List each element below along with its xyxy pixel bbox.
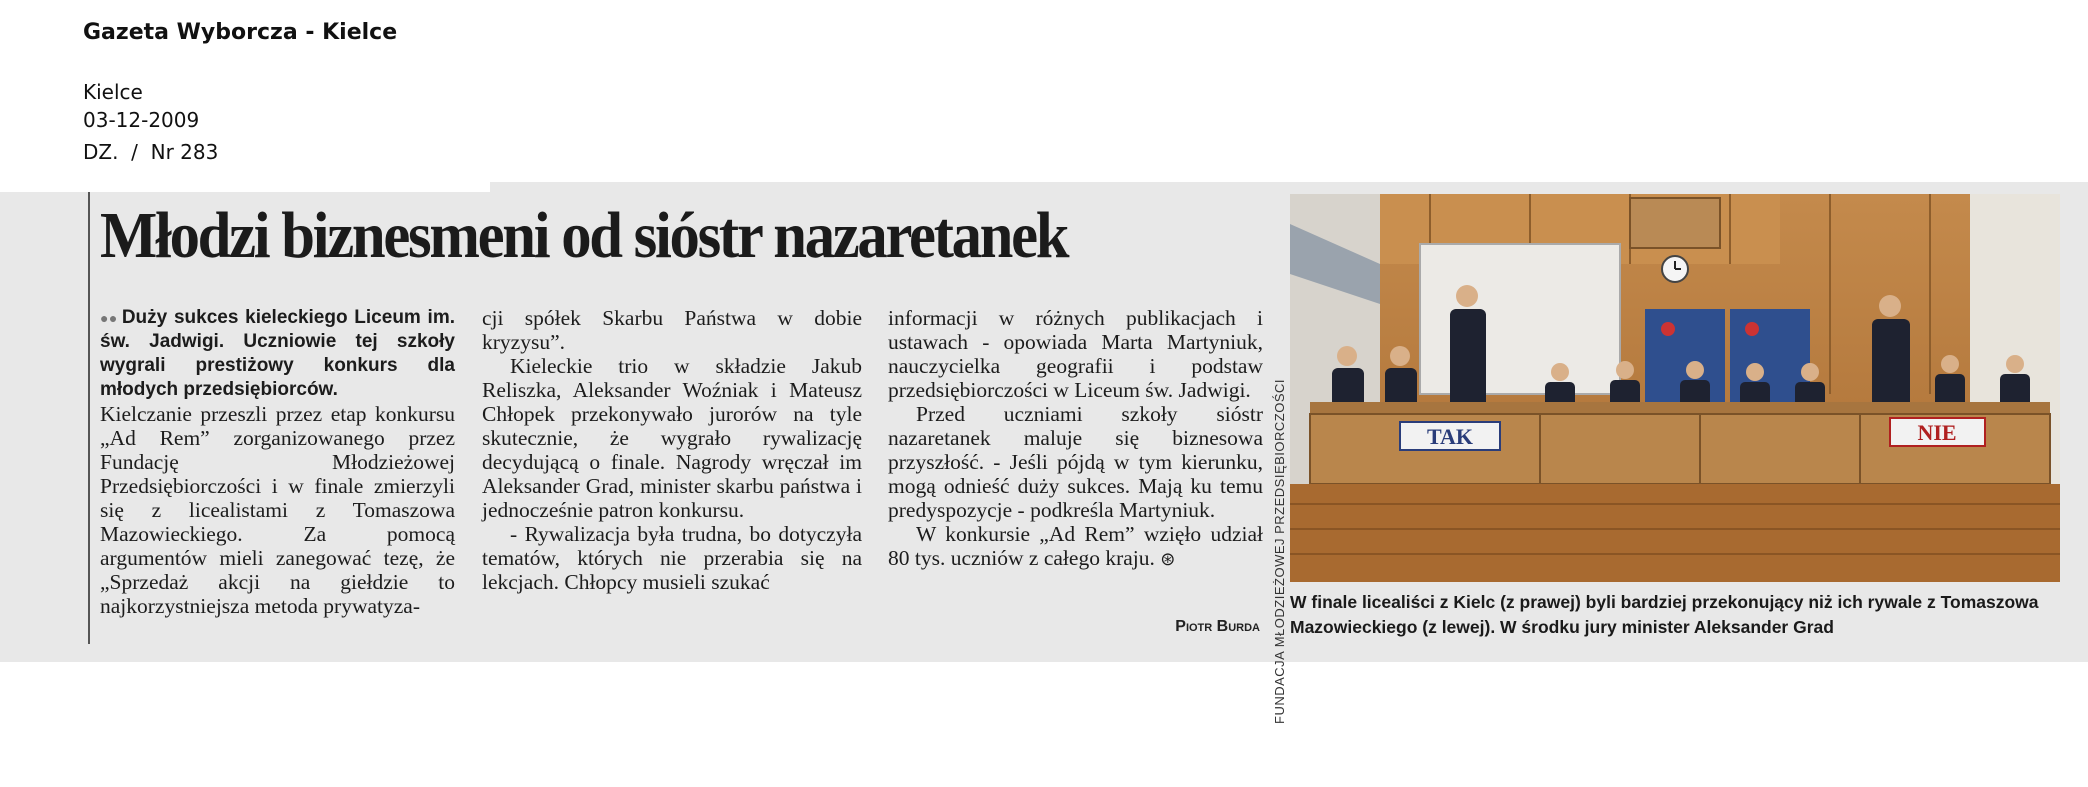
article-paragraph: Kieleckie trio w składzie Jakub Reliszka, Aleksander Woźniak i Mateusz Chłopek przekonywało jurorów na tyle skutecznie, że wygrało rywalizację decydującą o finale. Nagrody wręczał im Aleksander Grad, minister skarbu państwa i jednocześnie patron konkursu.: [482, 354, 862, 522]
photo-sign-no: NIE: [1917, 420, 1957, 445]
article-lead: Duży sukces kieleckiego Liceum im. św. Jadwigi. Uczniowie tej szkoły wygrali prestiżowy konkurs dla młodych przedsiębiorców.: [100, 307, 455, 400]
article-paragraph: Kielczanie przeszli przez etap konkursu „Ad Rem” zorganizowanego przez Fundację Młodzieżowej Przedsiębiorczości i w finale zmierzyli się z licealistami z Tomaszowa Mazowieckiego. Za pomocą argumentów mieli zanegować tezę, że „Sprzedaż akcji na giełdzie to najkorzystniejsza metoda prywatyza-: [100, 402, 455, 618]
clipping-city: Kielce: [83, 80, 143, 104]
article-photo: [1290, 194, 2060, 582]
photo-caption: W finale licealiści z Kielc (z prawej) byli bardziej przekonujący niż ich rywale z Tomaszowa Mazowieckiego (z lewej). W środku jury minister Aleksander Grad: [1290, 592, 2039, 637]
article-paragraph-end: [888, 522, 1263, 572]
photo-illustration: [1290, 194, 2060, 582]
article-paragraph: informacji w różnych publikacjach i ustawach - opowiada Marta Martyniuk, nauczycielka geografii i podstaw przedsiębiorczości w Liceum św. Jadwigi.: [888, 306, 1263, 402]
publication-name: Gazeta Wyborcza - Kielce: [83, 20, 398, 45]
clipping-header: [0, 0, 490, 192]
article-column-1: [100, 306, 455, 618]
photo-credit: FUNDACJA MŁODZIEŻOWEJ PRZEDSIĘBIORCZOŚCI: [1272, 378, 1287, 724]
clipping-issue: DZ. / Nr 283: [83, 140, 219, 164]
clipping-border: [88, 182, 90, 644]
article-paragraph: - Rywalizacja była trudna, bo dotyczyła tematów, których nie przerabia się na lekcjach. Chłopcy musieli szukać: [482, 522, 862, 594]
article-column-3: [888, 306, 1263, 572]
article-headline: Młodzi biznesmeni od sióstr nazaretanek: [100, 199, 1068, 272]
clipping-date: 03-12-2009: [83, 108, 200, 132]
newspaper-clipping: [0, 182, 2088, 724]
end-mark-icon: ⊛: [1160, 549, 1176, 570]
article-column-2: [482, 306, 862, 594]
lead-bullet-icon: ●●: [100, 310, 118, 326]
article-paragraph: Przed uczniami szkoły sióstr nazaretanek maluje się biznesowa przyszłość. - Jeśli pójdą w tym kierunku, mogą odnieść duży sukces. Mają ku temu predyspozycje - podkreśla Martyniuk.: [888, 402, 1263, 522]
photo-sign-yes: TAK: [1426, 424, 1474, 449]
article-lead-paragraph: [100, 306, 455, 402]
article-author: Piotr Burda: [1175, 618, 1260, 635]
article-closing-text: W konkursie „Ad Rem” wzięło udział 80 tys. uczniów z całego kraju.: [888, 522, 1263, 570]
article-paragraph: cji spółek Skarbu Państwa w dobie kryzysu”.: [482, 306, 862, 354]
